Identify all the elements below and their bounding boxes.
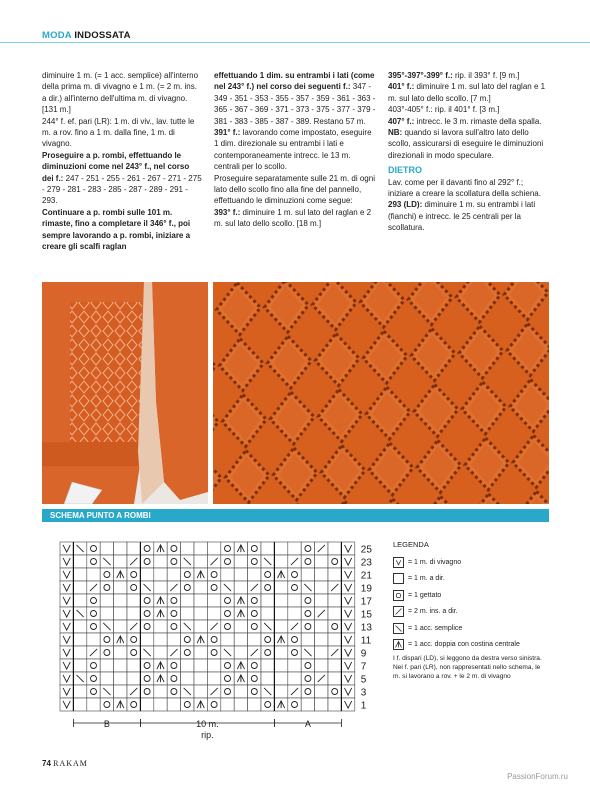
chart-cell: [100, 568, 113, 581]
chart-cell: [315, 659, 328, 672]
chart-cell: [301, 672, 314, 685]
chart-cell: [221, 685, 234, 698]
chart-cell: [140, 568, 153, 581]
chart-cell: [100, 659, 113, 672]
chart-cell: [167, 555, 180, 568]
chart-cell: [114, 620, 127, 633]
chart-cell: [328, 698, 341, 711]
row-number: 15: [360, 609, 372, 621]
paragraph-text: lavorando come impostato, eseguire 1 dim. direzionale su entrambi i lati e contemporaneamente intrecc. le 13 m. centrali per lo scollo.: [214, 128, 372, 172]
chart-cell: [114, 555, 127, 568]
chart-cell: [301, 542, 314, 555]
row-number: 3: [360, 687, 367, 699]
legend-notes: I f. dispari (LD), si leggono da destra verso sinistra. Nei f. pari (LR), non rappresentati nello schema, le m. si lavorano a rov. + le 2 m. di vivagno: [393, 655, 542, 680]
chart-cell: [288, 646, 301, 659]
stitch-symbol-icon: [393, 623, 404, 634]
chart-cell: [328, 594, 341, 607]
chart-cell: [328, 607, 341, 620]
chart-cell: [288, 672, 301, 685]
col2-paragraph: [214, 127, 376, 173]
stitch-symbol-icon: [393, 557, 404, 568]
chart-cell: [328, 659, 341, 672]
lace-closeup-photo: [213, 282, 549, 504]
chart-cell: [140, 620, 153, 633]
dietro-row-label: 293 (LD):: [388, 200, 423, 210]
chart-cell: [274, 685, 287, 698]
label-rip: 10 m.: [196, 719, 219, 729]
col2-paragraph: [214, 173, 376, 207]
chart-cell: [140, 659, 153, 672]
chart-cell: [221, 542, 234, 555]
chart-cell: [207, 659, 220, 672]
chart-cell: [248, 568, 261, 581]
legend-item: [393, 555, 549, 569]
chart-cell: [328, 685, 341, 698]
chart-cell: [288, 698, 301, 711]
skirt-photo: [42, 282, 208, 504]
text-column-1: [42, 70, 202, 253]
chart-cell: [234, 555, 247, 568]
paragraph-text: intrecc. le 3 m. rimaste della spalla.: [414, 116, 542, 126]
chart-cell: [234, 633, 247, 646]
stitch-symbol-icon: [393, 606, 404, 617]
paragraph-lead: Proseguire separatamente sulle 21 m. di ogni lato dello scollo fino alla fine del pannello, effettuando le diminuzioni come segue:: [214, 173, 375, 206]
text-column-2: [214, 70, 376, 230]
chart-cell: [274, 672, 287, 685]
col2-paragraph: [214, 70, 376, 127]
legend-text: = 1 acc. doppia con costina centrale: [408, 641, 520, 648]
chart-cell: [73, 698, 86, 711]
chart-cell: [328, 555, 341, 568]
chart-cell: [127, 568, 140, 581]
chart-cell: [140, 698, 153, 711]
chart-cell: [301, 698, 314, 711]
paragraph-lead: 407° f.:: [388, 116, 415, 126]
chart-cell: [87, 555, 100, 568]
paragraph-text: rip. il 393° f. [9 m.]: [452, 71, 520, 80]
page-footer: [42, 759, 88, 768]
chart-cell: [248, 672, 261, 685]
chart-cell: [221, 659, 234, 672]
chart-cell: [207, 594, 220, 607]
col1-paragraph: [42, 116, 202, 150]
chart-cell: [234, 698, 247, 711]
chart-cell: [315, 646, 328, 659]
chart-cell: [181, 581, 194, 594]
chart-cell: [274, 607, 287, 620]
chart-cell: [127, 594, 140, 607]
chart-cell: [181, 607, 194, 620]
col3-paragraph: [388, 116, 548, 127]
chart-cell: [181, 646, 194, 659]
row-number: 19: [360, 583, 372, 595]
chart-cell: [301, 594, 314, 607]
chart-cell: [248, 685, 261, 698]
chart-cell: [87, 607, 100, 620]
paragraph-lead: 403°-405° f.: rip. il 401° f. [3 m.]: [388, 105, 500, 115]
chart-cell: [301, 685, 314, 698]
legend-text: = 1 m. di vivagno: [408, 558, 462, 566]
chart-cell: [248, 607, 261, 620]
legend-item: [393, 638, 549, 652]
stitch-symbol-icon: [393, 590, 404, 601]
chart-cell: [114, 685, 127, 698]
row-number: 13: [360, 622, 372, 634]
chart-cell: [194, 620, 207, 633]
chart-cell: [154, 698, 167, 711]
chart-cell: [221, 633, 234, 646]
label-a: A: [304, 719, 311, 729]
paragraph-lead: Continuare a p. rombi sulle 101 m. rimaste, fino a completare il 346° f., poi sempre lavorando a p. rombi, iniziare a creare gli scalfi raglan: [42, 207, 191, 252]
chart-cell: [315, 594, 328, 607]
chart-cell: [73, 633, 86, 646]
chart-cell: [140, 542, 153, 555]
row-number: 25: [360, 544, 372, 556]
chart-cell: [167, 659, 180, 672]
row-number: 21: [360, 570, 372, 582]
chart-cell: [87, 672, 100, 685]
stitch-symbol-icon: [393, 639, 404, 650]
chart-cell: [261, 568, 274, 581]
chart-cell: [301, 555, 314, 568]
chart-cell: [288, 659, 301, 672]
paragraph-text: diminuire 1 m. sul lato del raglan e 2 m. sul lato dello scollo. [18 m.]: [214, 207, 372, 229]
text-column-3: [388, 70, 548, 234]
col1-paragraph: [42, 70, 202, 116]
chart-cell: [73, 685, 86, 698]
chart-cell: [181, 633, 194, 646]
chart-cell: [140, 633, 153, 646]
paragraph-lead: 393° f.:: [214, 207, 241, 217]
chart-cell: [167, 672, 180, 685]
chart-cell: [221, 672, 234, 685]
chart-cell: [261, 698, 274, 711]
chart-cell: [73, 620, 86, 633]
chart-cell: [181, 542, 194, 555]
chart-cell: [315, 555, 328, 568]
chart-cell: [154, 685, 167, 698]
chart-cell: [207, 698, 220, 711]
chart-cell: [100, 646, 113, 659]
chart-cell: [288, 581, 301, 594]
magazine-brand: RAKAM: [53, 759, 88, 768]
chart-cell: [274, 646, 287, 659]
chart-cell: [301, 633, 314, 646]
chart-cell: [154, 633, 167, 646]
chart-cell: [181, 568, 194, 581]
chart-cell: [261, 659, 274, 672]
chart-cell: [167, 633, 180, 646]
chart-cell: [261, 581, 274, 594]
chart-cell: [154, 646, 167, 659]
chart-cell: [315, 620, 328, 633]
chart-cell: [87, 594, 100, 607]
chart-cell: [221, 607, 234, 620]
paragraph-text: quando si lavora sull'altro lato dello scollo, assicurarsi di eseguire le diminuzioni direzionali in modo speculare.: [388, 128, 544, 160]
chart-cell: [100, 633, 113, 646]
section-header: [42, 30, 131, 41]
chart-cell: [328, 568, 341, 581]
row-number: 5: [360, 674, 367, 686]
chart-cell: [194, 607, 207, 620]
chart-cell: [194, 685, 207, 698]
chart-cell: [207, 581, 220, 594]
chart-cell: [248, 659, 261, 672]
chart-cell: [73, 646, 86, 659]
chart-cell: [288, 594, 301, 607]
chart-cell: [274, 542, 287, 555]
dietro-row-text: diminuire 1 m. su entrambi i lati (fianchi) e intrecc. le 25 centrali per la scollatura.: [388, 200, 536, 233]
chart-cell: [140, 672, 153, 685]
knitting-chart: [42, 540, 392, 745]
chart-cell: [127, 607, 140, 620]
paragraph-lead: NB:: [388, 128, 403, 138]
chart-cell: [274, 581, 287, 594]
chart-cell: [127, 672, 140, 685]
chart-cell: [315, 568, 328, 581]
paragraph-text: 347 - 349 - 351 - 353 - 355 - 357 - 359 - 361 - 363 - 365 - 367 - 369 - 371 - 373 - 375 - 377 - 379 - 381 - 383 - 385 - 387 - 389. Restano 57 m.: [214, 82, 376, 126]
chart-cell: [167, 542, 180, 555]
chart-cell: [301, 568, 314, 581]
chart-cell: [315, 685, 328, 698]
chart-cell: [207, 633, 220, 646]
chart-cell: [73, 594, 86, 607]
chart-cell: [248, 633, 261, 646]
paragraph-lead: 244° f. ef. pari (LR): 1 m. di viv., lav. tutte le m. a rov. fino a 1 m. dalla fine, 1 m. di vivagno.: [42, 116, 195, 149]
chart-cell: [87, 620, 100, 633]
chart-cell: [194, 659, 207, 672]
chart-cell: [248, 698, 261, 711]
chart-cell: [127, 659, 140, 672]
chart-cell: [261, 594, 274, 607]
legend-item: [393, 621, 549, 635]
chart-cell: [315, 581, 328, 594]
stitch-symbol-icon: [393, 573, 404, 584]
chart-cell: [73, 568, 86, 581]
chart-cell: [207, 646, 220, 659]
chart-cell: [328, 633, 341, 646]
chart-cell: [127, 646, 140, 659]
chart-cell: [114, 672, 127, 685]
chart-cell: [274, 620, 287, 633]
chart-cell: [154, 581, 167, 594]
row-number: 1: [360, 700, 367, 712]
row-number: 7: [360, 661, 367, 673]
chart-cell: [114, 646, 127, 659]
legend: [393, 540, 549, 681]
chart-cell: [140, 594, 153, 607]
chart-cell: [167, 698, 180, 711]
chart-cell: [87, 568, 100, 581]
chart-cell: [114, 659, 127, 672]
legend-text: = 1 acc. semplice: [408, 624, 463, 632]
chart-cell: [73, 555, 86, 568]
col2-paragraph: [214, 207, 376, 230]
chart-cell: [288, 607, 301, 620]
chart-cell: [221, 620, 234, 633]
chart-cell: [234, 620, 247, 633]
chart-cell: [194, 542, 207, 555]
chart-cell: [154, 568, 167, 581]
chart-cell: [288, 542, 301, 555]
col3-paragraph: [388, 81, 548, 104]
legend-item: [393, 605, 549, 619]
chart-cell: [328, 620, 341, 633]
chart-cell: [100, 581, 113, 594]
chart-cell: [100, 542, 113, 555]
legend-text: = 1 m. a dir.: [408, 575, 445, 582]
dietro-heading: DIETRO: [388, 165, 423, 176]
legend-text: = 2 m. ins. a dir.: [408, 608, 458, 615]
chart-cell: [181, 672, 194, 685]
chart-cell: [315, 698, 328, 711]
paragraph-text: 247 - 251 - 255 - 261 - 267 - 271 - 275 - 279 - 281 - 283 - 285 - 287 - 289 - 291 - 293.: [42, 173, 202, 206]
chart-cell: [207, 607, 220, 620]
chart-cell: [127, 633, 140, 646]
chart-cell: [127, 542, 140, 555]
chart-cell: [87, 685, 100, 698]
chart-cell: [221, 594, 234, 607]
chart-cell: [181, 659, 194, 672]
chart-cell: [114, 607, 127, 620]
chart-cell: [261, 607, 274, 620]
chart-cell: [207, 542, 220, 555]
dietro-paragraph-1: Lav. come per il davanti fino al 292° f.; iniziare a creare la scollatura della schiena.: [388, 177, 541, 199]
legend-text: = 1 gettato: [408, 591, 442, 599]
chart-cell: [234, 581, 247, 594]
row-number: 9: [360, 648, 367, 660]
paragraph-text: diminuire 1 m. sul lato del raglan e 1 m. sul lato dello scollo. [7 m.]: [388, 82, 546, 103]
header-divider: [0, 42, 590, 43]
chart-cell: [234, 685, 247, 698]
chart-cell: [261, 633, 274, 646]
chart-cell: [100, 594, 113, 607]
chart-cell: [114, 594, 127, 607]
chart-cell: [167, 685, 180, 698]
row-number: 11: [360, 635, 372, 647]
chart-cell: [73, 581, 86, 594]
chart-cell: [315, 633, 328, 646]
chart-cell: [181, 698, 194, 711]
legend-item: [393, 588, 549, 602]
chart-cell: [194, 555, 207, 568]
col1-paragraph: [42, 150, 202, 207]
subsection-label: INDOSSATA: [74, 30, 131, 41]
chart-cell: [73, 659, 86, 672]
paragraph-lead: Proseguire a p. rombi, effettuando le diminuzioni come nel 243° f., nel corso dei f.:: [42, 150, 190, 183]
chart-cell: [221, 568, 234, 581]
chart-cell: [248, 620, 261, 633]
chart-cell: [87, 698, 100, 711]
chart-cell: [248, 594, 261, 607]
col1-paragraph: [42, 207, 202, 253]
chart-cell: [87, 542, 100, 555]
chart-cell: [221, 555, 234, 568]
legend-title: LEGENDA: [393, 540, 429, 549]
dietro-paragraph-2: [388, 199, 548, 233]
chart-cell: [261, 646, 274, 659]
row-number: 23: [360, 557, 372, 569]
label-b: B: [103, 719, 110, 729]
chart-cell: [167, 594, 180, 607]
chart-cell: [140, 685, 153, 698]
paragraph-lead: 395°-397°-399° f.:: [388, 71, 453, 80]
page-number: 74: [42, 759, 51, 768]
chart-cell: [234, 568, 247, 581]
chart-cell: [248, 542, 261, 555]
chart-cell: [127, 581, 140, 594]
chart-cell: [221, 698, 234, 711]
chart-cell: [100, 672, 113, 685]
chart-cell: [328, 542, 341, 555]
chart-cell: [194, 581, 207, 594]
col3-paragraph: [388, 104, 548, 115]
chart-cell: [154, 620, 167, 633]
chart-cell: [207, 672, 220, 685]
chart-cell: [194, 646, 207, 659]
row-number: 17: [360, 596, 372, 608]
chart-cell: [207, 568, 220, 581]
paragraph-lead: 401° f.:: [388, 82, 415, 92]
chart-cell: [274, 659, 287, 672]
col3-paragraph: [388, 70, 548, 81]
chart-cell: [301, 659, 314, 672]
chart-cell: [181, 594, 194, 607]
paragraph-lead: 391° f.:: [214, 128, 241, 138]
chart-cell: [261, 672, 274, 685]
chart-cell: [114, 581, 127, 594]
chart-cell: [288, 633, 301, 646]
chart-cell: [301, 607, 314, 620]
watermark: PassionForum.ru: [507, 772, 568, 781]
chart-cell: [261, 542, 274, 555]
chart-cell: [100, 607, 113, 620]
chart-cell: [194, 672, 207, 685]
chart-cell: [140, 555, 153, 568]
section-label: MODA: [42, 30, 72, 41]
chart-cell: [127, 698, 140, 711]
chart-cell: [274, 555, 287, 568]
chart-cell: [140, 607, 153, 620]
chart-cell: [167, 568, 180, 581]
chart-cell: [288, 568, 301, 581]
chart-cell: [167, 620, 180, 633]
legend-item: [393, 572, 549, 586]
chart-cell: [167, 607, 180, 620]
chart-cell: [248, 555, 261, 568]
paragraph-lead: diminuire 1 m. (= 1 acc. semplice) all'interno della prima m. di vivagno e 1 m. (= 2 m. ins. a dir.) all'interno dell'ultima m. di vivagno. [131 m.]: [42, 71, 199, 115]
chart-cell: [274, 594, 287, 607]
chart-cell: [154, 555, 167, 568]
chart-cell: [100, 698, 113, 711]
chart-cell: [301, 620, 314, 633]
col3-paragraph: [388, 127, 548, 161]
chart-cell: [87, 633, 100, 646]
chart-cell: [328, 672, 341, 685]
paragraph-lead: effettuando 1 dim. su entrambi i lati (come nel 243° f.) nel corso dei seguenti f.:: [214, 71, 375, 92]
chart-cell: [234, 646, 247, 659]
chart-cell: [194, 594, 207, 607]
chart-cell: [87, 659, 100, 672]
chart-cell: [114, 542, 127, 555]
label-rip: rip.: [201, 730, 214, 740]
schema-title-bar: SCHEMA PUNTO A ROMBI: [42, 509, 549, 522]
